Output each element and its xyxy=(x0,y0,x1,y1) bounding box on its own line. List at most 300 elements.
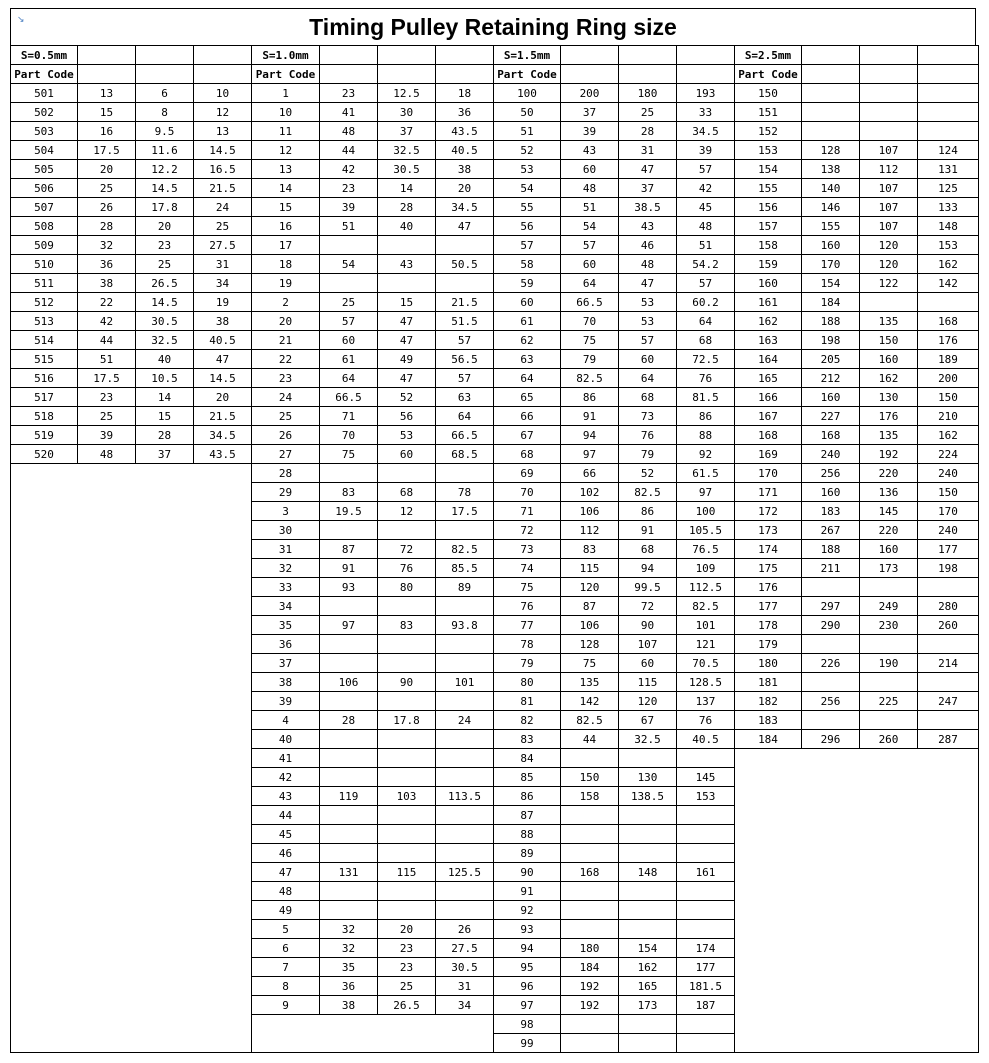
dimension-cell: 46 xyxy=(619,236,677,255)
dimension-cell: 17.5 xyxy=(78,369,136,388)
part-code-cell: 168 xyxy=(735,426,802,445)
dimension-cell: 21.5 xyxy=(436,293,494,312)
part-code-cell: 39 xyxy=(252,692,320,711)
dimension-cell: 49 xyxy=(378,350,436,369)
part-code-cell: 45 xyxy=(252,825,320,844)
dimension-cell: 18 xyxy=(436,84,494,103)
page-title: Timing Pulley Retaining Ring size xyxy=(309,13,677,40)
dimension-cell xyxy=(378,768,436,787)
dimension-cell: 76.5 xyxy=(677,540,735,559)
part-code-cell: 50 xyxy=(494,103,561,122)
dimension-cell: 70.5 xyxy=(677,654,735,673)
dimension-cell: 63 xyxy=(436,388,494,407)
part-code-cell: 181 xyxy=(735,673,802,692)
dimension-cell xyxy=(561,901,619,920)
dimension-cell: 64 xyxy=(320,369,378,388)
part-code-cell: 11 xyxy=(252,122,320,141)
dimension-cell: 260 xyxy=(860,730,918,749)
header-blank xyxy=(136,46,194,65)
dimension-cell: 17.8 xyxy=(378,711,436,730)
dimension-cell: 44 xyxy=(320,141,378,160)
dimension-cell: 16 xyxy=(78,122,136,141)
dimension-cell xyxy=(378,597,436,616)
part-code-cell: 92 xyxy=(494,901,561,920)
dimension-cell xyxy=(320,882,378,901)
table-row xyxy=(11,312,979,331)
dimension-cell: 31 xyxy=(619,141,677,160)
dimension-cell: 79 xyxy=(561,350,619,369)
dimension-cell: 184 xyxy=(561,958,619,977)
part-code-cell: 157 xyxy=(735,217,802,236)
dimension-cell: 11.6 xyxy=(136,141,194,160)
part-code-cell: 152 xyxy=(735,122,802,141)
retaining-ring-table xyxy=(10,45,979,1053)
dimension-cell: 12 xyxy=(378,502,436,521)
dimension-cell: 220 xyxy=(860,521,918,540)
dimension-cell: 76 xyxy=(677,711,735,730)
dimension-cell: 83 xyxy=(320,483,378,502)
table-row xyxy=(11,388,979,407)
dimension-cell xyxy=(320,692,378,711)
header-blank xyxy=(677,46,735,65)
dimension-cell xyxy=(436,236,494,255)
dimension-cell: 160 xyxy=(860,350,918,369)
table-row xyxy=(11,103,979,122)
dimension-cell: 97 xyxy=(677,483,735,502)
part-code-cell: 27 xyxy=(252,445,320,464)
dimension-cell: 106 xyxy=(561,616,619,635)
part-code-cell: 67 xyxy=(494,426,561,445)
part-code-cell: 65 xyxy=(494,388,561,407)
dimension-cell: 72 xyxy=(378,540,436,559)
dimension-cell: 160 xyxy=(802,236,860,255)
dimension-cell: 20 xyxy=(436,179,494,198)
part-code-cell: 504 xyxy=(11,141,78,160)
corner-arrow-icon: ↘ xyxy=(17,15,25,25)
dimension-cell: 115 xyxy=(619,673,677,692)
dimension-cell xyxy=(320,597,378,616)
dimension-cell: 297 xyxy=(802,597,860,616)
dimension-cell xyxy=(619,901,677,920)
dimension-cell: 19 xyxy=(194,293,252,312)
dimension-cell xyxy=(918,635,979,654)
dimension-cell xyxy=(320,730,378,749)
dimension-cell: 12.5 xyxy=(378,84,436,103)
part-code-cell: 519 xyxy=(11,426,78,445)
empty-block xyxy=(252,1015,494,1053)
part-code-cell: 12 xyxy=(252,141,320,160)
part-code-cell: 89 xyxy=(494,844,561,863)
dimension-cell: 225 xyxy=(860,692,918,711)
dimension-cell: 120 xyxy=(561,578,619,597)
dimension-cell: 153 xyxy=(677,787,735,806)
dimension-cell: 101 xyxy=(677,616,735,635)
part-code-cell: 56 xyxy=(494,217,561,236)
dimension-cell: 142 xyxy=(561,692,619,711)
dimension-cell: 214 xyxy=(918,654,979,673)
dimension-cell: 146 xyxy=(802,198,860,217)
dimension-cell: 23 xyxy=(378,958,436,977)
dimension-cell xyxy=(677,1034,735,1053)
part-code-cell: 520 xyxy=(11,445,78,464)
dimension-cell: 28 xyxy=(136,426,194,445)
dimension-cell: 112 xyxy=(860,160,918,179)
table-row xyxy=(11,350,979,369)
dimension-cell: 34 xyxy=(194,274,252,293)
part-code-cell: 87 xyxy=(494,806,561,825)
dimension-cell: 41 xyxy=(320,103,378,122)
part-code-header: Part Code xyxy=(252,65,320,84)
dimension-cell: 130 xyxy=(619,768,677,787)
dimension-cell: 14.5 xyxy=(194,369,252,388)
dimension-cell: 32.5 xyxy=(378,141,436,160)
part-code-cell: 2 xyxy=(252,293,320,312)
part-code-cell: 80 xyxy=(494,673,561,692)
dimension-cell: 31 xyxy=(194,255,252,274)
dimension-cell: 23 xyxy=(78,388,136,407)
dimension-cell xyxy=(802,711,860,730)
dimension-cell: 107 xyxy=(619,635,677,654)
dimension-cell: 72.5 xyxy=(677,350,735,369)
dimension-cell: 47 xyxy=(619,160,677,179)
dimension-cell: 40.5 xyxy=(194,331,252,350)
dimension-cell: 91 xyxy=(561,407,619,426)
part-code-cell: 511 xyxy=(11,274,78,293)
part-code-cell: 17 xyxy=(252,236,320,255)
dimension-cell: 93.8 xyxy=(436,616,494,635)
dimension-cell: 76 xyxy=(677,369,735,388)
dimension-cell: 165 xyxy=(619,977,677,996)
table-row xyxy=(11,198,979,217)
dimension-cell: 37 xyxy=(619,179,677,198)
part-code-cell: 4 xyxy=(252,711,320,730)
dimension-cell: 83 xyxy=(378,616,436,635)
dimension-cell xyxy=(378,730,436,749)
dimension-cell: 23 xyxy=(136,236,194,255)
dimension-cell: 19.5 xyxy=(320,502,378,521)
dimension-cell: 52 xyxy=(378,388,436,407)
part-code-cell: 183 xyxy=(735,711,802,730)
dimension-cell xyxy=(619,825,677,844)
dimension-cell: 38 xyxy=(320,996,378,1015)
dimension-cell: 148 xyxy=(918,217,979,236)
dimension-cell: 39 xyxy=(677,141,735,160)
dimension-cell xyxy=(320,236,378,255)
dimension-cell: 66.5 xyxy=(436,426,494,445)
part-code-cell: 14 xyxy=(252,179,320,198)
dimension-cell: 173 xyxy=(860,559,918,578)
dimension-cell xyxy=(619,844,677,863)
part-code-cell: 59 xyxy=(494,274,561,293)
empty-block xyxy=(735,749,979,1053)
dimension-cell: 162 xyxy=(619,958,677,977)
part-code-cell: 95 xyxy=(494,958,561,977)
dimension-cell xyxy=(860,635,918,654)
dimension-cell: 17.5 xyxy=(436,502,494,521)
dimension-cell: 91 xyxy=(619,521,677,540)
dimension-cell: 36 xyxy=(78,255,136,274)
dimension-cell: 12.2 xyxy=(136,160,194,179)
header-blank xyxy=(136,65,194,84)
dimension-cell: 68 xyxy=(677,331,735,350)
dimension-cell: 43.5 xyxy=(436,122,494,141)
dimension-cell: 25 xyxy=(320,293,378,312)
dimension-cell: 39 xyxy=(561,122,619,141)
dimension-cell xyxy=(561,749,619,768)
header-blank xyxy=(860,46,918,65)
dimension-cell: 124 xyxy=(918,141,979,160)
dimension-cell: 120 xyxy=(860,255,918,274)
dimension-cell xyxy=(378,654,436,673)
dimension-cell xyxy=(561,806,619,825)
part-code-cell: 86 xyxy=(494,787,561,806)
dimension-cell: 20 xyxy=(78,160,136,179)
dimension-cell xyxy=(378,236,436,255)
dimension-cell: 23 xyxy=(378,939,436,958)
dimension-cell: 14.5 xyxy=(136,293,194,312)
table-row xyxy=(11,84,979,103)
dimension-cell: 173 xyxy=(619,996,677,1015)
part-code-cell: 41 xyxy=(252,749,320,768)
dimension-cell: 51 xyxy=(320,217,378,236)
dimension-cell xyxy=(378,806,436,825)
part-code-cell: 47 xyxy=(252,863,320,882)
dimension-cell: 57 xyxy=(561,236,619,255)
dimension-cell: 150 xyxy=(918,483,979,502)
dimension-cell xyxy=(561,825,619,844)
section-label: S=2.5mm xyxy=(735,46,802,65)
dimension-cell: 140 xyxy=(802,179,860,198)
dimension-cell: 14 xyxy=(136,388,194,407)
dimension-cell xyxy=(378,464,436,483)
dimension-cell: 30.5 xyxy=(436,958,494,977)
dimension-cell: 34.5 xyxy=(436,198,494,217)
header-blank xyxy=(918,65,979,84)
dimension-cell: 113.5 xyxy=(436,787,494,806)
part-code-cell: 150 xyxy=(735,84,802,103)
dimension-cell: 107 xyxy=(860,141,918,160)
part-code-cell: 154 xyxy=(735,160,802,179)
dimension-cell: 31 xyxy=(436,977,494,996)
dimension-cell: 101 xyxy=(436,673,494,692)
dimension-cell: 150 xyxy=(860,331,918,350)
dimension-cell: 198 xyxy=(802,331,860,350)
dimension-cell: 56 xyxy=(378,407,436,426)
dimension-cell: 8 xyxy=(136,103,194,122)
dimension-cell: 240 xyxy=(918,464,979,483)
dimension-cell: 79 xyxy=(619,445,677,464)
part-code-cell: 48 xyxy=(252,882,320,901)
dimension-cell: 48 xyxy=(78,445,136,464)
dimension-cell: 193 xyxy=(677,84,735,103)
dimension-cell: 25 xyxy=(136,255,194,274)
dimension-cell xyxy=(320,825,378,844)
dimension-cell xyxy=(860,711,918,730)
part-code-cell: 162 xyxy=(735,312,802,331)
header-blank xyxy=(78,65,136,84)
dimension-cell: 97 xyxy=(561,445,619,464)
dimension-cell xyxy=(378,635,436,654)
dimension-cell: 47 xyxy=(378,369,436,388)
dimension-cell: 14.5 xyxy=(194,141,252,160)
part-code-cell: 31 xyxy=(252,540,320,559)
dimension-cell xyxy=(436,882,494,901)
dimension-cell: 14.5 xyxy=(136,179,194,198)
dimension-cell xyxy=(860,84,918,103)
part-code-cell: 90 xyxy=(494,863,561,882)
dimension-cell xyxy=(561,1015,619,1034)
dimension-cell: 93 xyxy=(320,578,378,597)
part-code-cell: 161 xyxy=(735,293,802,312)
dimension-cell: 205 xyxy=(802,350,860,369)
part-code-cell: 66 xyxy=(494,407,561,426)
dimension-cell: 28 xyxy=(378,198,436,217)
dimension-cell xyxy=(320,749,378,768)
dimension-cell: 47 xyxy=(378,312,436,331)
section-label: S=1.5mm xyxy=(494,46,561,65)
dimension-cell: 53 xyxy=(378,426,436,445)
dimension-cell: 6 xyxy=(136,84,194,103)
dimension-cell: 76 xyxy=(378,559,436,578)
dimension-cell: 82.5 xyxy=(677,597,735,616)
dimension-cell xyxy=(320,521,378,540)
dimension-cell: 122 xyxy=(860,274,918,293)
dimension-cell: 89 xyxy=(436,578,494,597)
dimension-cell: 137 xyxy=(677,692,735,711)
header-blank xyxy=(561,65,619,84)
dimension-cell xyxy=(860,103,918,122)
dimension-cell xyxy=(320,654,378,673)
dimension-cell: 33 xyxy=(677,103,735,122)
dimension-cell: 20 xyxy=(378,920,436,939)
dimension-cell xyxy=(378,882,436,901)
dimension-cell: 189 xyxy=(918,350,979,369)
part-code-cell: 516 xyxy=(11,369,78,388)
dimension-cell: 43 xyxy=(378,255,436,274)
table-row xyxy=(11,445,979,464)
section-label: S=0.5mm xyxy=(11,46,78,65)
dimension-cell: 82.5 xyxy=(436,540,494,559)
dimension-cell: 47 xyxy=(619,274,677,293)
header-blank xyxy=(802,65,860,84)
dimension-cell: 180 xyxy=(561,939,619,958)
dimension-cell: 160 xyxy=(860,540,918,559)
part-code-cell: 9 xyxy=(252,996,320,1015)
header-blank xyxy=(619,65,677,84)
part-code-cell: 37 xyxy=(252,654,320,673)
dimension-cell xyxy=(436,464,494,483)
dimension-cell: 27.5 xyxy=(436,939,494,958)
dimension-cell: 128.5 xyxy=(677,673,735,692)
dimension-cell: 54 xyxy=(320,255,378,274)
part-code-cell: 68 xyxy=(494,445,561,464)
part-code-cell: 153 xyxy=(735,141,802,160)
dimension-cell: 70 xyxy=(561,312,619,331)
dimension-cell xyxy=(378,844,436,863)
part-code-cell: 58 xyxy=(494,255,561,274)
dimension-cell: 70 xyxy=(320,426,378,445)
dimension-cell: 82.5 xyxy=(561,369,619,388)
dimension-cell: 57 xyxy=(677,160,735,179)
dimension-cell: 30.5 xyxy=(378,160,436,179)
dimension-cell xyxy=(677,825,735,844)
part-code-cell: 62 xyxy=(494,331,561,350)
part-code-cell: 55 xyxy=(494,198,561,217)
part-code-cell: 180 xyxy=(735,654,802,673)
dimension-cell: 44 xyxy=(78,331,136,350)
dimension-cell: 60 xyxy=(619,654,677,673)
dimension-cell: 48 xyxy=(619,255,677,274)
part-code-cell: 172 xyxy=(735,502,802,521)
dimension-cell: 48 xyxy=(677,217,735,236)
dimension-cell: 280 xyxy=(918,597,979,616)
dimension-cell xyxy=(561,920,619,939)
dimension-cell: 88 xyxy=(677,426,735,445)
part-code-cell: 509 xyxy=(11,236,78,255)
dimension-cell: 24 xyxy=(194,198,252,217)
dimension-cell: 36 xyxy=(436,103,494,122)
part-code-cell: 38 xyxy=(252,673,320,692)
dimension-cell: 38 xyxy=(194,312,252,331)
dimension-cell xyxy=(378,825,436,844)
dimension-cell: 130 xyxy=(860,388,918,407)
dimension-cell: 200 xyxy=(918,369,979,388)
dimension-cell: 66.5 xyxy=(561,293,619,312)
dimension-cell: 75 xyxy=(320,445,378,464)
dimension-cell xyxy=(918,122,979,141)
table-row xyxy=(11,141,979,160)
dimension-cell: 24 xyxy=(436,711,494,730)
dimension-cell: 224 xyxy=(918,445,979,464)
header-blank xyxy=(378,65,436,84)
dimension-cell: 145 xyxy=(677,768,735,787)
part-code-cell: 100 xyxy=(494,84,561,103)
part-code-cell: 53 xyxy=(494,160,561,179)
dimension-cell: 20 xyxy=(136,217,194,236)
part-code-cell: 502 xyxy=(11,103,78,122)
dimension-cell: 25 xyxy=(78,179,136,198)
dimension-cell: 32 xyxy=(78,236,136,255)
dimension-cell: 135 xyxy=(860,312,918,331)
dimension-cell: 247 xyxy=(918,692,979,711)
dimension-cell: 21.5 xyxy=(194,407,252,426)
dimension-cell: 34 xyxy=(436,996,494,1015)
dimension-cell: 109 xyxy=(677,559,735,578)
dimension-cell: 94 xyxy=(619,559,677,578)
part-code-cell: 78 xyxy=(494,635,561,654)
dimension-cell: 67 xyxy=(619,711,677,730)
dimension-cell: 107 xyxy=(860,179,918,198)
part-code-cell: 178 xyxy=(735,616,802,635)
dimension-cell: 17.5 xyxy=(78,141,136,160)
dimension-cell: 10 xyxy=(194,84,252,103)
dimension-cell: 115 xyxy=(378,863,436,882)
dimension-cell xyxy=(619,1015,677,1034)
part-code-cell: 163 xyxy=(735,331,802,350)
dimension-cell: 296 xyxy=(802,730,860,749)
dimension-cell: 26 xyxy=(78,198,136,217)
dimension-cell: 170 xyxy=(802,255,860,274)
dimension-cell: 112 xyxy=(561,521,619,540)
part-code-cell: 85 xyxy=(494,768,561,787)
part-code-cell: 25 xyxy=(252,407,320,426)
dimension-cell: 57 xyxy=(436,369,494,388)
dimension-cell xyxy=(802,673,860,692)
table-row xyxy=(11,426,979,445)
spreadsheet xyxy=(10,8,976,1053)
table-row xyxy=(11,331,979,350)
dimension-cell: 82.5 xyxy=(619,483,677,502)
